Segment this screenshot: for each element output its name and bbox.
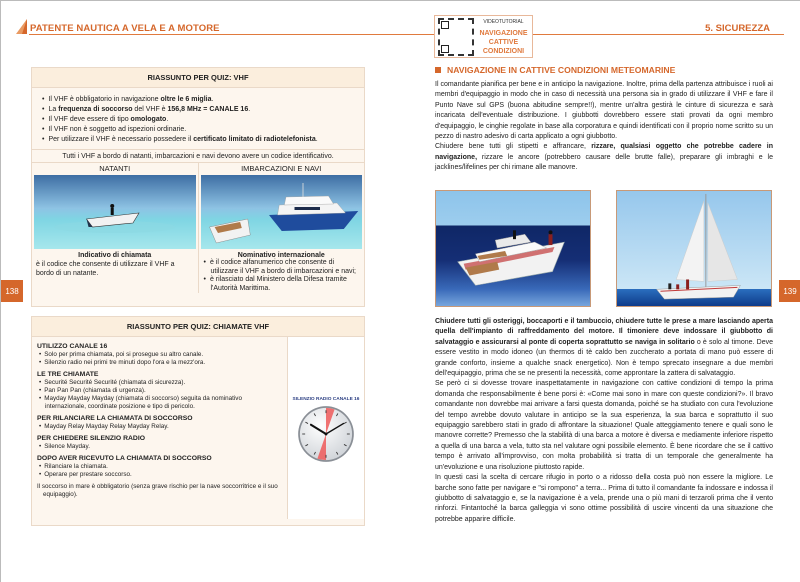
imbarcazioni-subtitle: Nominativo internazionale bbox=[237, 252, 325, 259]
list-item: • Solo per prima chiamata, poi si prosegue su altro canale. bbox=[37, 351, 282, 359]
safety-paragraphs: Chiudere tutti gli osteriggi, boccaporti e il tambuccio, chiudere tutte le prese a mare lasciando aperta quella dell'impianto di raffreddamento del motore. Il timoniere deve indossare il giubbotto di salvataggio e assicurarsi al ponte di coperta soprattutto se naviga in solitario o è solo al timone. Deve essere vestito in modo idoneo (un thermos di tè caldo ben zuccherato a portata di mano può essere di grande conforto, insieme a qualche snack energetico). Non è tempo sprecato insegnare a due membri dell'equipaggio, prima che se ne presenti la necessità, come approntare la zattera di salvataggio. Se però ci si dovesse trovare inaspettatamente in navigazione con cattive condizioni di tempo la prima domanda che responsabilmente è bene porsi è: «Come mai sono in mare con queste condizioni?». Il bravo comandante non dovrebbe mai arrivare a farsi questa domanda, poiché se ha studiato con cura l'evoluzione del tempo avrebbe dovuto valutare in anticipo se la sua esperienza, la sua barca e soprattutto il suo equipaggio sarebbero stati in grado di affrontare la situazione! Quale atteggiamento tenere e quali sono le manovre corrette? Premesso che la stabilità di una barca a motore è diversa e mediamente inferiore rispetto a quella di una barca a vela, tutto sta nel valutare ogni possibile elemento. È bene ricordare che se il cattivo tempo è arrivato all'improvviso, con molta probabilità si tratta di un temporale che generalmente ha un'evoluzione e una risoluzione piuttosto rapide. In questi casi la scelta di cercare rifugio in porto o a ridosso della costa può non essere la migliore. Le barche sono fatte per navigare e "si rompono" a terra... Prima di tutto il comandante fa indossare e indossa il giubbotto di salvataggio e, se la navigazione è a vela, prende una o più mani di terzaroli prima che il vento rinforzi. Fintantoché la barca galleggia vi sono ottime possibilità di uscire vincenti da una situazione che potrebbe apparire difficile. bbox=[435, 318, 773, 523]
header-rule bbox=[29, 34, 784, 35]
radio-silence-clock-icon bbox=[297, 405, 355, 463]
natanti-subtitle: Indicativo di chiamata bbox=[78, 252, 152, 259]
book-title: PATENTE NAUTICA A VELA E A MOTORE bbox=[30, 23, 220, 34]
video-title-line-2: CATTIVE bbox=[488, 38, 519, 46]
list-item: • Il VHF è obbligatorio in navigazione oltre le 6 miglia. bbox=[42, 95, 354, 105]
list-item: • è rilasciato dal Ministero della Difesa tramite l'Autorità Marittima. bbox=[203, 276, 361, 293]
natanti-column bbox=[32, 163, 199, 293]
section-heading: LE TRE CHIAMATE bbox=[37, 371, 99, 378]
list-item: • Rilanciare la chiamata. bbox=[37, 463, 282, 471]
section-title bbox=[435, 65, 675, 75]
vhf-summary-box bbox=[31, 67, 365, 307]
chapter-title: 5. SICUREZZA bbox=[705, 23, 770, 34]
video-tutorial-box[interactable] bbox=[434, 15, 533, 58]
clock-label: SILENZIO RADIO CANALE 16 bbox=[292, 397, 360, 402]
video-label: VIDEOTUTORIAL bbox=[483, 18, 524, 25]
vhf-calls-summary-box bbox=[31, 316, 365, 526]
page-number-right: 139 bbox=[779, 280, 800, 302]
list-item: • Il VHF deve essere di tipo omologato. bbox=[42, 115, 354, 125]
section-heading: DOPO AVER RICEVUTO LA CHIAMATA DI SOCCORSO bbox=[37, 455, 212, 462]
motorboat-storm-illustration bbox=[435, 190, 591, 307]
sail-logo-icon bbox=[15, 19, 29, 35]
vhf-calls-title: RIASSUNTO PER QUIZ: CHIAMATE VHF bbox=[32, 317, 364, 337]
sailboat-illustration bbox=[616, 190, 772, 307]
yacht-illustration bbox=[201, 175, 363, 249]
small-boat-illustration bbox=[34, 175, 196, 249]
section-heading: PER CHIEDERE SILENZIO RADIO bbox=[37, 435, 146, 442]
list-item: • Il VHF non è soggetto ad ispezioni ordinarie. bbox=[42, 125, 354, 135]
list-item: • La frequenza di soccorso del VHF è 156,8 MHz = CANALE 16. bbox=[42, 105, 354, 115]
section-heading: PER RILANCIARE LA CHIAMATA DI SOCCORSO bbox=[37, 415, 193, 422]
imbarcazioni-list bbox=[199, 259, 365, 293]
list-item: • Securité Securité Securité (chiamata di sicurezza). bbox=[37, 379, 282, 387]
natanti-description: è il codice che consente di utilizzare il VHF a bordo di un natante. bbox=[36, 261, 175, 277]
rescue-footnote: Il soccorso in mare è obbligatorio (senza grave rischio per la nave soccorritrice e il suo equipaggio). bbox=[37, 483, 278, 498]
natanti-header: NATANTI bbox=[99, 164, 131, 173]
section-heading: UTILIZZO CANALE 16 bbox=[37, 343, 108, 350]
page-number-left: 138 bbox=[1, 280, 23, 302]
imbarcazioni-column bbox=[199, 163, 365, 293]
list-item: • Silence Mayday. bbox=[37, 443, 282, 451]
imbarcazioni-header: IMBARCAZIONI E NAVI bbox=[241, 164, 322, 173]
list-item: • Operare per prestare soccorso. bbox=[37, 471, 282, 479]
section-title-text: NAVIGAZIONE IN CATTIVE CONDIZIONI METEOMARINE bbox=[447, 65, 676, 75]
qr-code-icon[interactable] bbox=[438, 18, 474, 56]
list-item: • Pan Pan Pan (chiamata di urgenza). bbox=[37, 387, 282, 395]
list-item: • Per utilizzare il VHF è necessario possedere il certificato limitato di radiotelefonista. bbox=[42, 135, 354, 145]
video-title-line-3: CONDIZIONI bbox=[482, 47, 525, 55]
vhf-identifier-note: Tutti i VHF a bordo di natanti, imbarcazioni e navi devono avere un codice identificativo. bbox=[32, 149, 364, 162]
list-item: • è il codice alfanumerico che consente di utilizzare il VHF a bordo di imbarcazioni e navi; bbox=[203, 259, 361, 276]
vhf-bullet-list bbox=[32, 88, 364, 149]
intro-paragraph: Il comandante pianifica per bene e in anticipo la navigazione. Inoltre, prima della partenza attribuisce i ruoli ai membri d'equipaggio in modo che in caso di necessità una persona sia in grado di utilizzare il VHF e fare il Punto Nave sul GPS (buona abitudine sempre!!), mentre un'altra gestirà le cinture di sicurezza e sarà incaricata dell'eventuale distribuzione. I giubbotti dovrebbero essere stati provati da ogni membro d'equipaggio, le cinghie regolate in base alla corporatura e quindi identificati con il proprio nome scritto su un pezzo di nastro adesivo di carta applicato a ogni giubbotto. Chiudere bene tutti gli stipetti e affrancare, rizzare, qualsiasi oggetto che potrebbe cadere in navigazione, rizzare le ancore (potrebbero causare delle brutte falle), preparare gli imbraghi e le jacklines/lifelines per chi rimane alle manovre. bbox=[435, 81, 773, 172]
list-item: • Mayday Mayday Mayday (chiamata di soccorso) seguita da nominativo internazionale, coordinate posizione e tipo di pericolo. bbox=[37, 395, 282, 411]
vhf-summary-title: RIASSUNTO PER QUIZ: VHF bbox=[32, 68, 364, 88]
list-item: • Silenzio radio nei primi tre minuti dopo l'ora e la mezz'ora. bbox=[37, 359, 282, 367]
list-item: • Mayday Relay Mayday Relay Mayday Relay. bbox=[37, 423, 282, 431]
video-title-line-1: NAVIGAZIONE bbox=[479, 29, 528, 37]
section-square-icon bbox=[435, 67, 441, 73]
